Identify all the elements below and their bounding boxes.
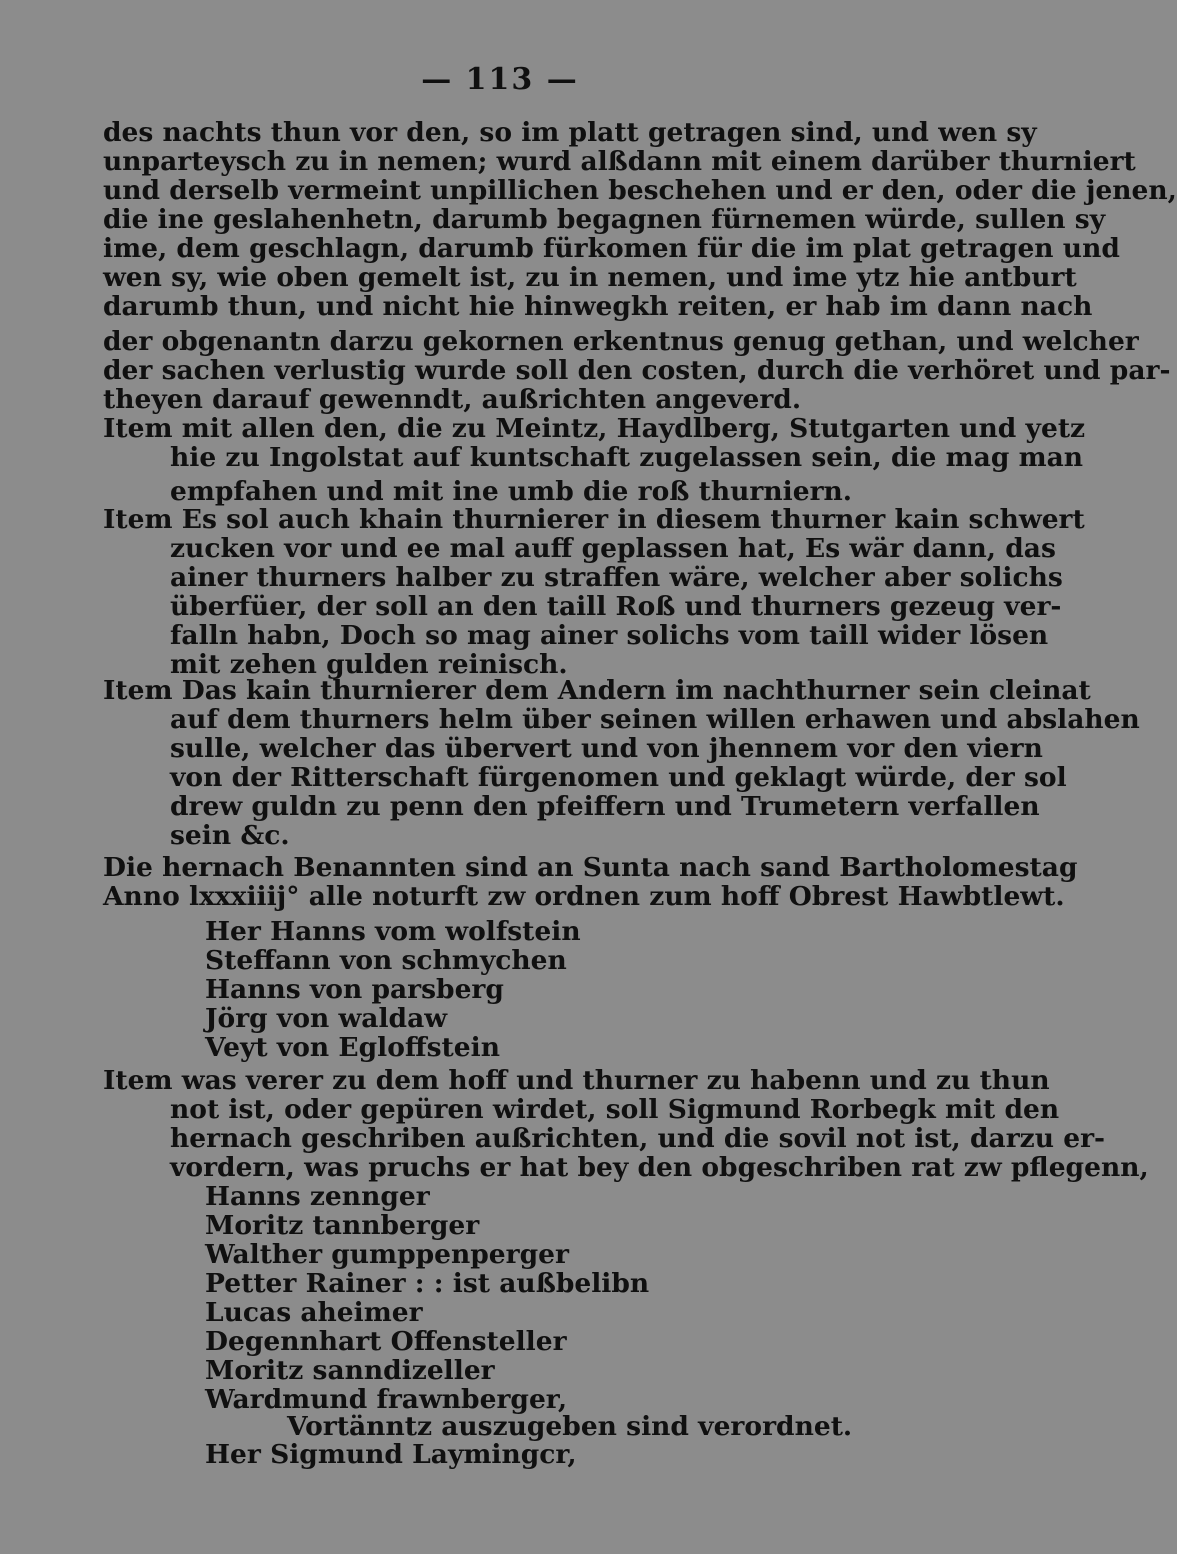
- item-line: Item Es sol auch khain thurnierer in diesem thurner kain schwert: [103, 504, 1085, 535]
- text-line: ime, dem geschlagn, darumb fürkomen für die im plat getragen und: [103, 233, 1120, 264]
- name-entry: Lucas aheimer: [205, 1297, 423, 1328]
- name-entry: Her Hanns vom wolfstein: [205, 916, 581, 947]
- text-line: des nachts thun vor den, so im platt getragen sind, und wen sy: [103, 117, 1037, 148]
- item-line: Item mit allen den, die zu Meintz, Haydlberg, Stutgarten und yetz: [103, 413, 1086, 444]
- text-line: theyen darauf gewenndt, außrichten angeverd.: [103, 384, 802, 415]
- item-line: hie zu Ingolstat auf kuntschaft zugelassen sein, die mag man: [170, 442, 1084, 473]
- item-line: sulle, welcher das übervert und von jhennem vor den viern: [170, 733, 1043, 764]
- text-line: darumb thun, und nicht hie hinwegkh reiten, er hab im dann nach: [103, 291, 1093, 322]
- text-line: Anno lxxxiiij° alle noturft zw ordnen zum hoff Obrest Hawbtlewt.: [103, 881, 1065, 912]
- text-line: der obgenantn darzu gekornen erkentnus genug gethan, und welcher: [103, 326, 1139, 357]
- item-line: mit zehen gulden reinisch.: [170, 649, 568, 680]
- item-line: vordern, was pruchs er hat bey den obgeschriben rat zw pflegenn,: [170, 1152, 1149, 1183]
- name-entry: Wardmund frawnberger,: [205, 1384, 568, 1415]
- name-entry: Petter Rainer : : ist außbelibn: [205, 1268, 650, 1299]
- item-line: not ist, oder gepüren wirdet, soll Sigmund Rorbegk mit den: [170, 1094, 1060, 1125]
- item-line: Item was verer zu dem hoff und thurner zu habenn und zu thun: [103, 1065, 1050, 1096]
- text-line: die ine geslahenhetn, darumb begagnen fürnemen würde, sullen sy: [103, 204, 1106, 235]
- item-line: auf dem thurners helm über seinen willen erhawen und abslahen: [170, 704, 1140, 735]
- text-line: wen sy, wie oben gemelt ist, zu in nemen, und ime ytz hie antburt: [103, 262, 1077, 293]
- item-line: zucken vor und ee mal auff geplassen hat, Es wär dann, das: [170, 533, 1056, 564]
- item-line: überfüer, der soll an den taill Roß und thurners gezeug ver-: [170, 591, 1062, 622]
- name-entry: Veyt von Egloffstein: [205, 1032, 500, 1063]
- name-entry: Steffann von schmychen: [205, 945, 567, 976]
- item-line: von der Ritterschaft fürgenomen und geklagt würde, der sol: [170, 762, 1067, 793]
- text-line: und derselb vermeint unpillichen beschehen und er den, oder die jenen,: [103, 175, 1177, 206]
- item-line: hernach geschriben außrichten, und die sovil not ist, darzu er-: [170, 1123, 1106, 1154]
- section-note: Vortänntz auszugeben sind verordnet.: [287, 1411, 853, 1442]
- item-line: falln habn, Doch so mag ainer solichs vom taill wider lösen: [170, 620, 1049, 651]
- name-entry: Jörg von waldaw: [205, 1003, 448, 1034]
- item-line: empfahen und mit ine umb die roß thurniern.: [170, 476, 853, 507]
- page-number: — 113 —: [421, 62, 579, 97]
- name-entry: Walther gumppenperger: [205, 1239, 569, 1270]
- text-line: der sachen verlustig wurde soll den costen, durch die verhöret und par-: [103, 355, 1171, 386]
- name-entry: Hanns zennger: [205, 1181, 430, 1212]
- name-entry: Moritz sanndizeller: [205, 1355, 495, 1386]
- name-entry: Degennhart Offensteller: [205, 1326, 567, 1357]
- name-entry: Moritz tannberger: [205, 1210, 480, 1241]
- name-entry: Hanns von parsberg: [205, 974, 504, 1005]
- name-entry: Her Sigmund Laymingcr,: [205, 1439, 577, 1470]
- text-line: unparteysch zu in nemen; wurd alßdann mit einem darüber thurniert: [103, 146, 1136, 177]
- text-line: Die hernach Benannten sind an Sunta nach sand Bartholomestag: [103, 852, 1078, 883]
- item-line: ainer thurners halber zu straffen wäre, welcher aber solichs: [170, 562, 1063, 593]
- item-line: drew guldn zu penn den pfeiffern und Trumetern verfallen: [170, 791, 1040, 822]
- item-line: sein &c.: [170, 820, 290, 851]
- item-line: Item Das kain thurnierer dem Andern im nachthurner sein cleinat: [103, 675, 1091, 706]
